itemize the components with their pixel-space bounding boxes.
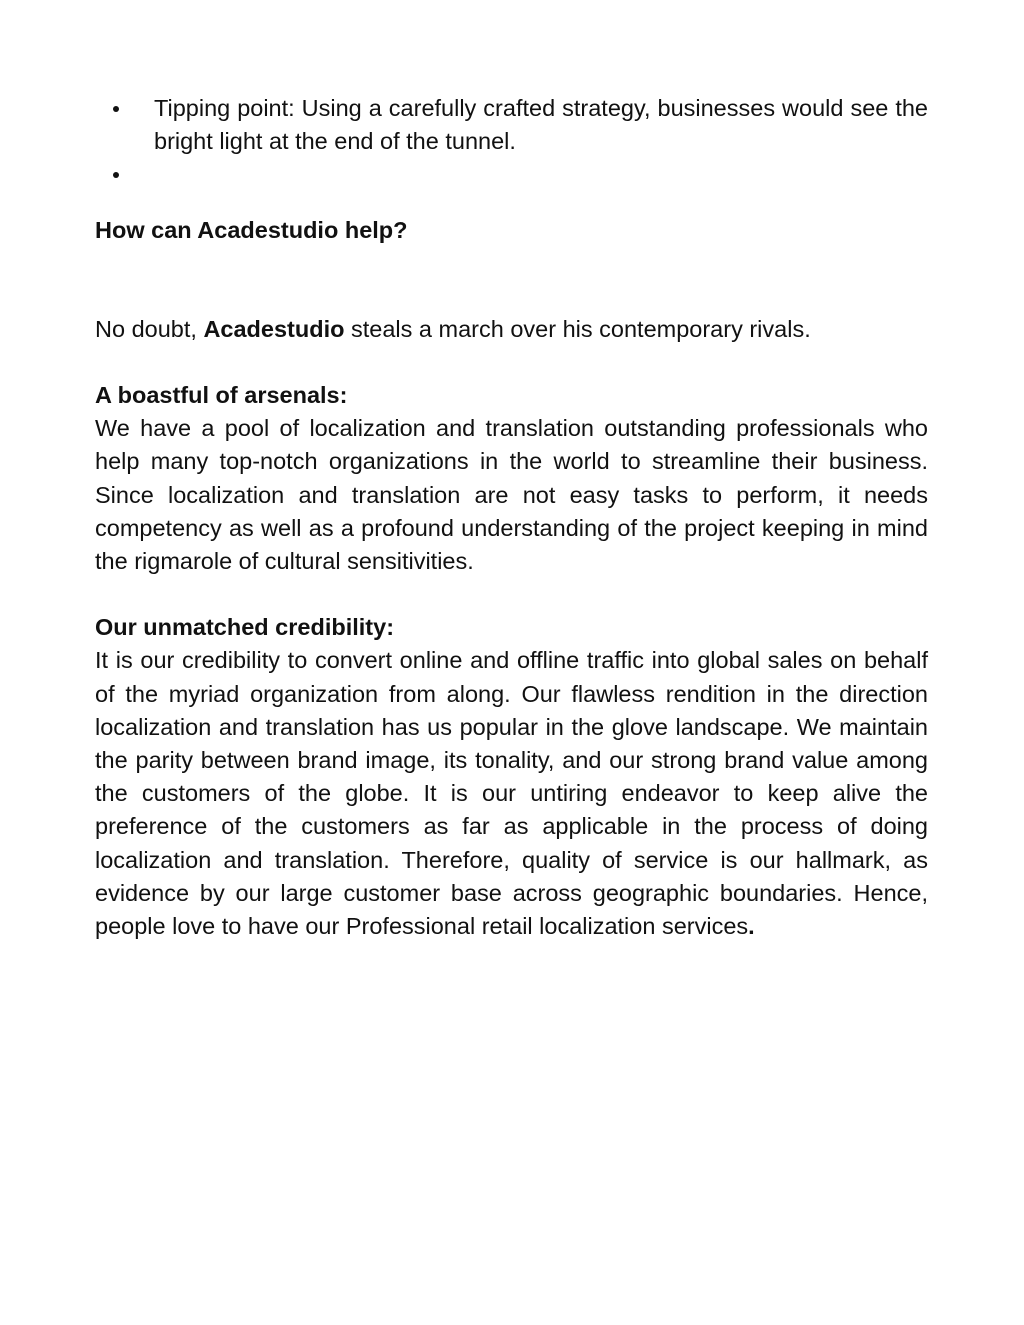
credibility-end-period: . <box>748 913 755 940</box>
bullet-item <box>95 92 928 158</box>
credibility-body-text: It is our credibility to convert online and offline traffic into global sales on behalf of the myriad organization from along. Our flawless rendition in the direction localization and translation has us popular in the glove landscape. We maintain the parity between brand image, its tonality, and our strong brand value among the customers of the globe. It is our untiring endeavor to keep alive the preference of the customers as far as applicable in the process of doing localization and translation. Therefore, quality of service is our hallmark, as evidence by our large customer base across geographic boundaries. Hence, people love to have our Professional retail localization services <box>95 647 928 940</box>
help-intro <box>95 313 928 346</box>
bullet-item-empty <box>95 158 928 191</box>
bullet-icon <box>113 172 119 178</box>
bullet-list <box>95 92 928 192</box>
arsenals-heading: A boastful of arsenals: <box>95 382 348 408</box>
arsenals-body: We have a pool of localization and translation outstanding professionals who help many top-notch organizations in the world to streamline their business. Since localization and translation are not easy tasks to perform, it needs competency as well as a profound understanding of the project keeping in mind the rigmarole of cultural sensitivities. <box>95 415 928 575</box>
document-content <box>95 92 928 943</box>
help-intro-after: steals a march over his contemporary rivals. <box>344 315 811 342</box>
help-intro-before: No doubt, <box>95 315 204 342</box>
credibility-body <box>95 644 928 943</box>
bullet-icon <box>113 106 119 112</box>
bullet-text: Tipping point: Using a carefully crafted strategy, businesses would see the bright light at the end of the tunnel. <box>154 95 928 155</box>
brand-name: Acadestudio <box>203 315 345 342</box>
credibility-heading: Our unmatched credibility: <box>95 614 395 641</box>
help-heading: How can Acadestudio help? <box>95 216 408 243</box>
